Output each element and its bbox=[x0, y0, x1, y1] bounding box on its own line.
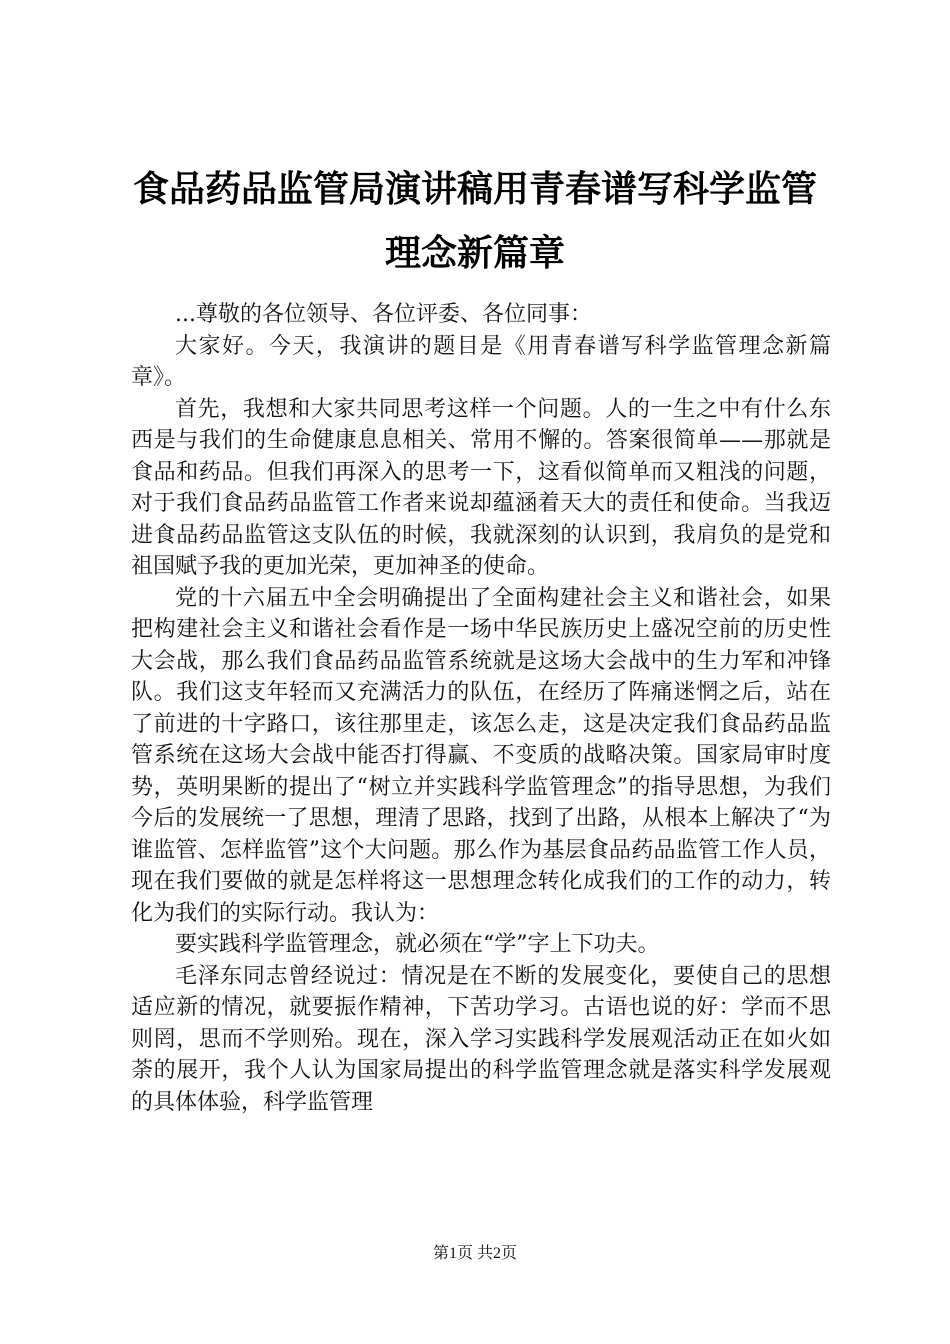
document-title: 食品药品监管局演讲稿用青春谱写科学监管理念新篇章 bbox=[132, 169, 817, 274]
body-paragraph: 大家好。今天，我演讲的题目是《用青春谱写科学监管理念新篇章》。 bbox=[131, 333, 831, 390]
body-paragraph: 毛泽东同志曾经说过：情况是在不断的发展变化，要使自己的思想适应新的情况，就要振作精神，下苦功学习。古语也说的好：学而不思则罔，思而不学则殆。现在，深入学习实践科学发展观活动正在如火如荼的展开，我个人认为国家局提出的科学监管理念就是落实科学发展观的具体体验，科学监管理 bbox=[131, 963, 831, 1115]
body-paragraph: 首先，我想和大家共同思考这样一个问题。人的一生之中有什么东西是与我们的生命健康息息相关、常用不懈的。答案很简单——那就是食品和药品。但我们再深入的思考一下，这看似简单而又粗浅的问题，对于我们食品药品监管工作者来说却蕴涵着天大的责任和使命。当我迈进食品药品监管这支队伍的时候，我就深刻的认识到，我肩负的是党和祖国赋予我的更加光荣，更加神圣的使命。 bbox=[131, 396, 831, 579]
body-paragraph: 要实践科学监管理念，就必须在“学”字上下功夫。 bbox=[175, 932, 660, 957]
page-footer: 第1页 共2页 bbox=[432, 1245, 517, 1262]
salutation-paragraph: ...尊敬的各位领导、各位评委、各位同事： bbox=[175, 302, 592, 327]
body-paragraph: 党的十六届五中全会明确提出了全面构建社会主义和谐社会，如果把构建社会主义和谐社会看作是一场中华民族历史上盛况空前的历史性大会战，那么我们食品药品监管系统就是这场大会战中的生力军和冲锋队。我们这支年轻而又充满活力的队伍，在经历了阵痛迷惘之后，站在了前进的十字路口，该往那里走，该怎么走，这是决定我们食品药品监管系统在这场大会战中能否打得赢、不变质的战略决策。国家局审时度势，英明果断的提出了“树立并实践科学监管理念”的指导思想，为我们今后的发展统一了思想，理清了思路，找到了出路，从根本上解决了“为谁监管、怎样监管”这个大问题。那么作为基层食品药品监管工作人员，现在我们要做的就是怎样将这一思想理念转化成我们的工作的动力，转化为我们的实际行动。我认为： bbox=[131, 585, 831, 926]
document-body bbox=[131, 299, 831, 1118]
